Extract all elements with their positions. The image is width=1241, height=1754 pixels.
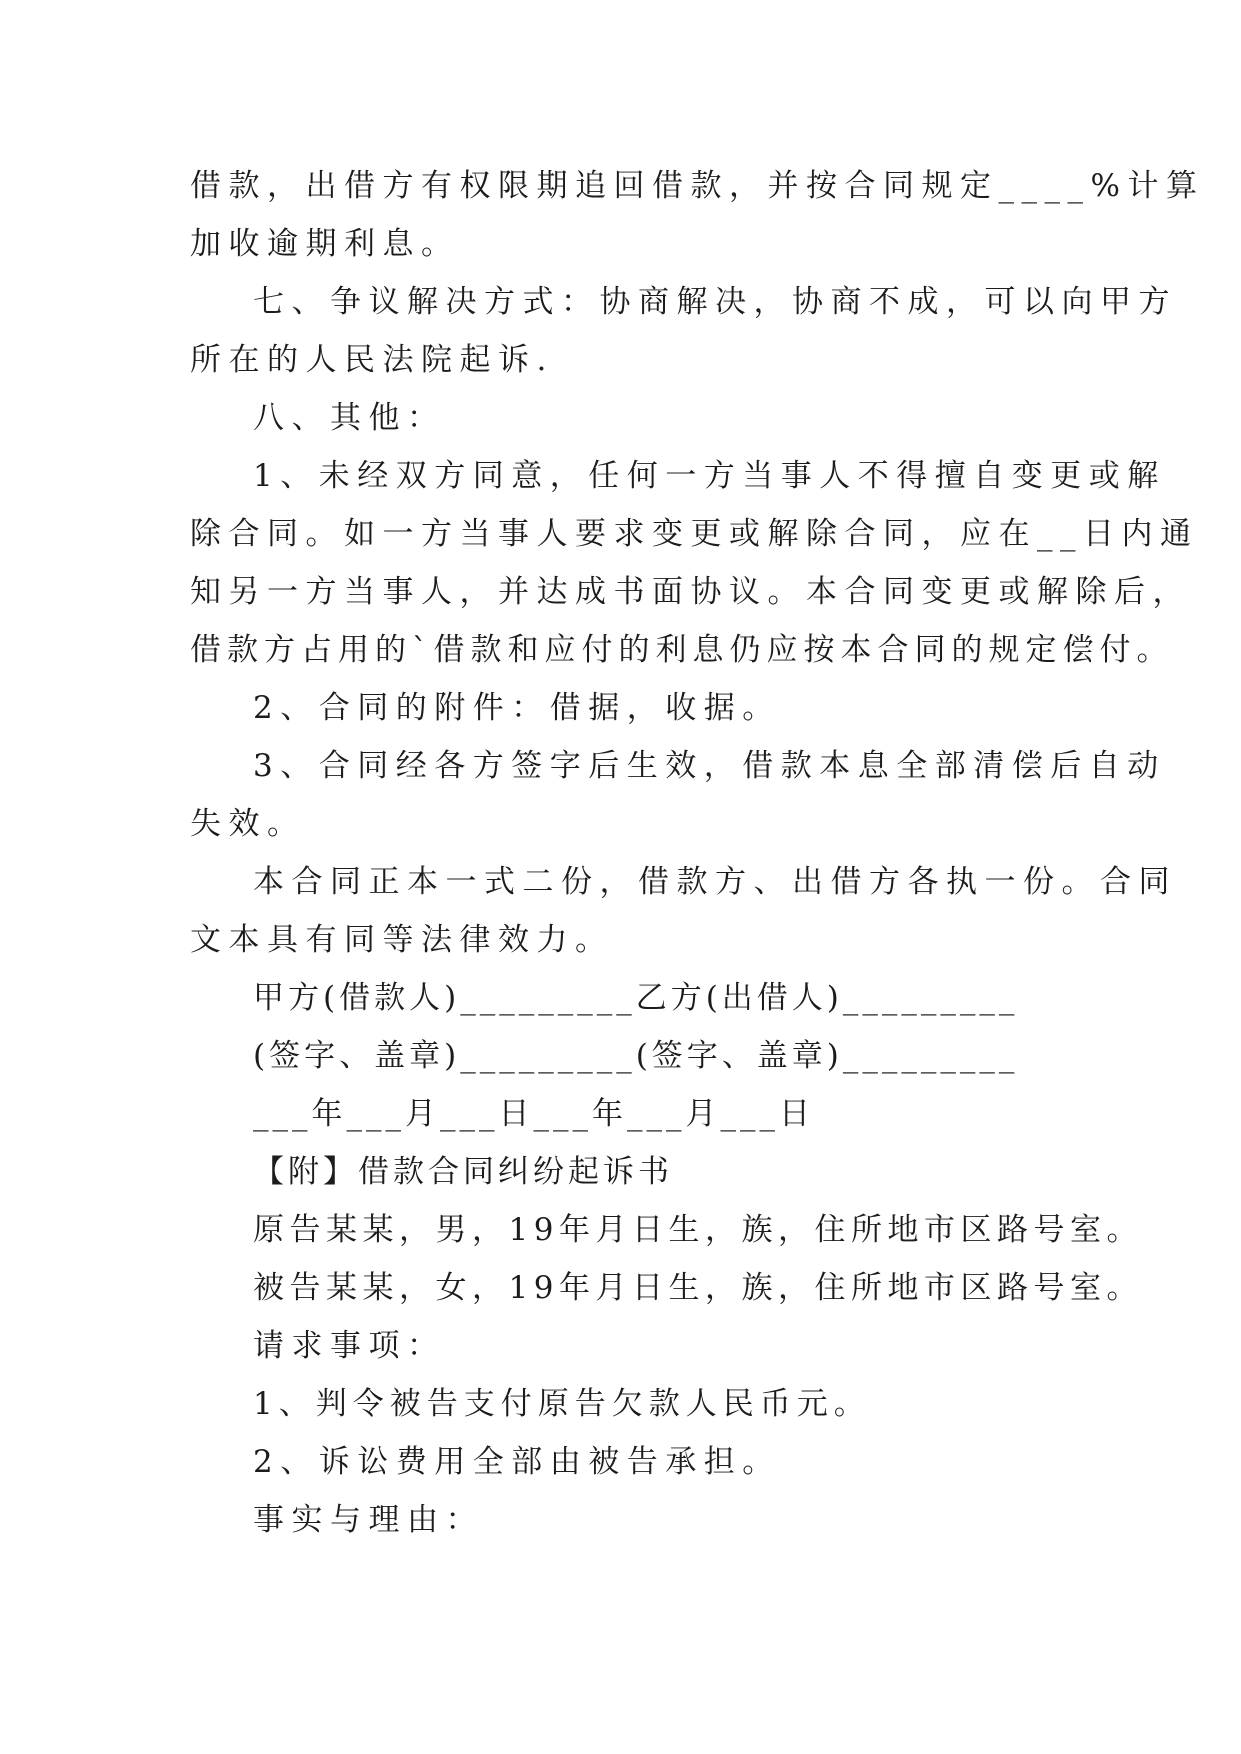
text-line-6: 1、未经双方同意，任何一方当事人不得擅自变更或解	[253, 458, 1166, 494]
text-line-20: 被告某某，女，19年月日生，族，住所地市区路号室。	[253, 1270, 1143, 1306]
text-line-13: 本合同正本一式二份，借款方、出借方各执一份。合同	[253, 864, 1177, 900]
text-line-2: 加收逾期利息。	[190, 226, 460, 262]
text-line-21: 请求事项：	[253, 1328, 446, 1364]
text-line-5: 八、其他：	[253, 400, 446, 436]
text-line-19: 原告某某，男，19年月日生，族，住所地市区路号室。	[253, 1212, 1143, 1248]
text-line-1: 借款，出借方有权限期追回借款，并按合同规定____%计算	[190, 168, 1205, 204]
text-line-9: 借款方占用的`借款和应付的利息仍应按本合同的规定偿付。	[190, 632, 1174, 668]
text-line-24: 事实与理由：	[253, 1502, 484, 1538]
text-line-10: 2、合同的附件：借据，收据。	[253, 690, 781, 726]
text-line-8: 知另一方当事人，并达成书面协议。本合同变更或解除后，	[190, 574, 1191, 610]
text-line-3: 七、争议解决方式：协商解决，协商不成，可以向甲方	[253, 284, 1177, 320]
text-line-17: ___年___月___日___年___月___日	[253, 1096, 814, 1132]
text-line-11: 3、合同经各方签字后生效，借款本息全部清偿后自动	[253, 748, 1166, 784]
text-line-16: (签字、盖章)_________(签字、盖章)_________	[253, 1038, 1019, 1074]
text-line-4: 所在的人民法院起诉.	[190, 342, 554, 378]
text-line-15: 甲方(借款人)_________乙方(出借人)_________	[253, 980, 1019, 1016]
text-line-18: 【附】借款合同纠纷起诉书	[253, 1154, 673, 1190]
text-line-12: 失效。	[190, 806, 306, 842]
text-line-14: 文本具有同等法律效力。	[190, 922, 614, 958]
text-line-23: 2、诉讼费用全部由被告承担。	[253, 1444, 781, 1480]
text-line-7: 除合同。如一方当事人要求变更或解除合同，应在__日内通	[190, 516, 1199, 552]
text-line-22: 1、判令被告支付原告欠款人民币元。	[253, 1386, 871, 1422]
